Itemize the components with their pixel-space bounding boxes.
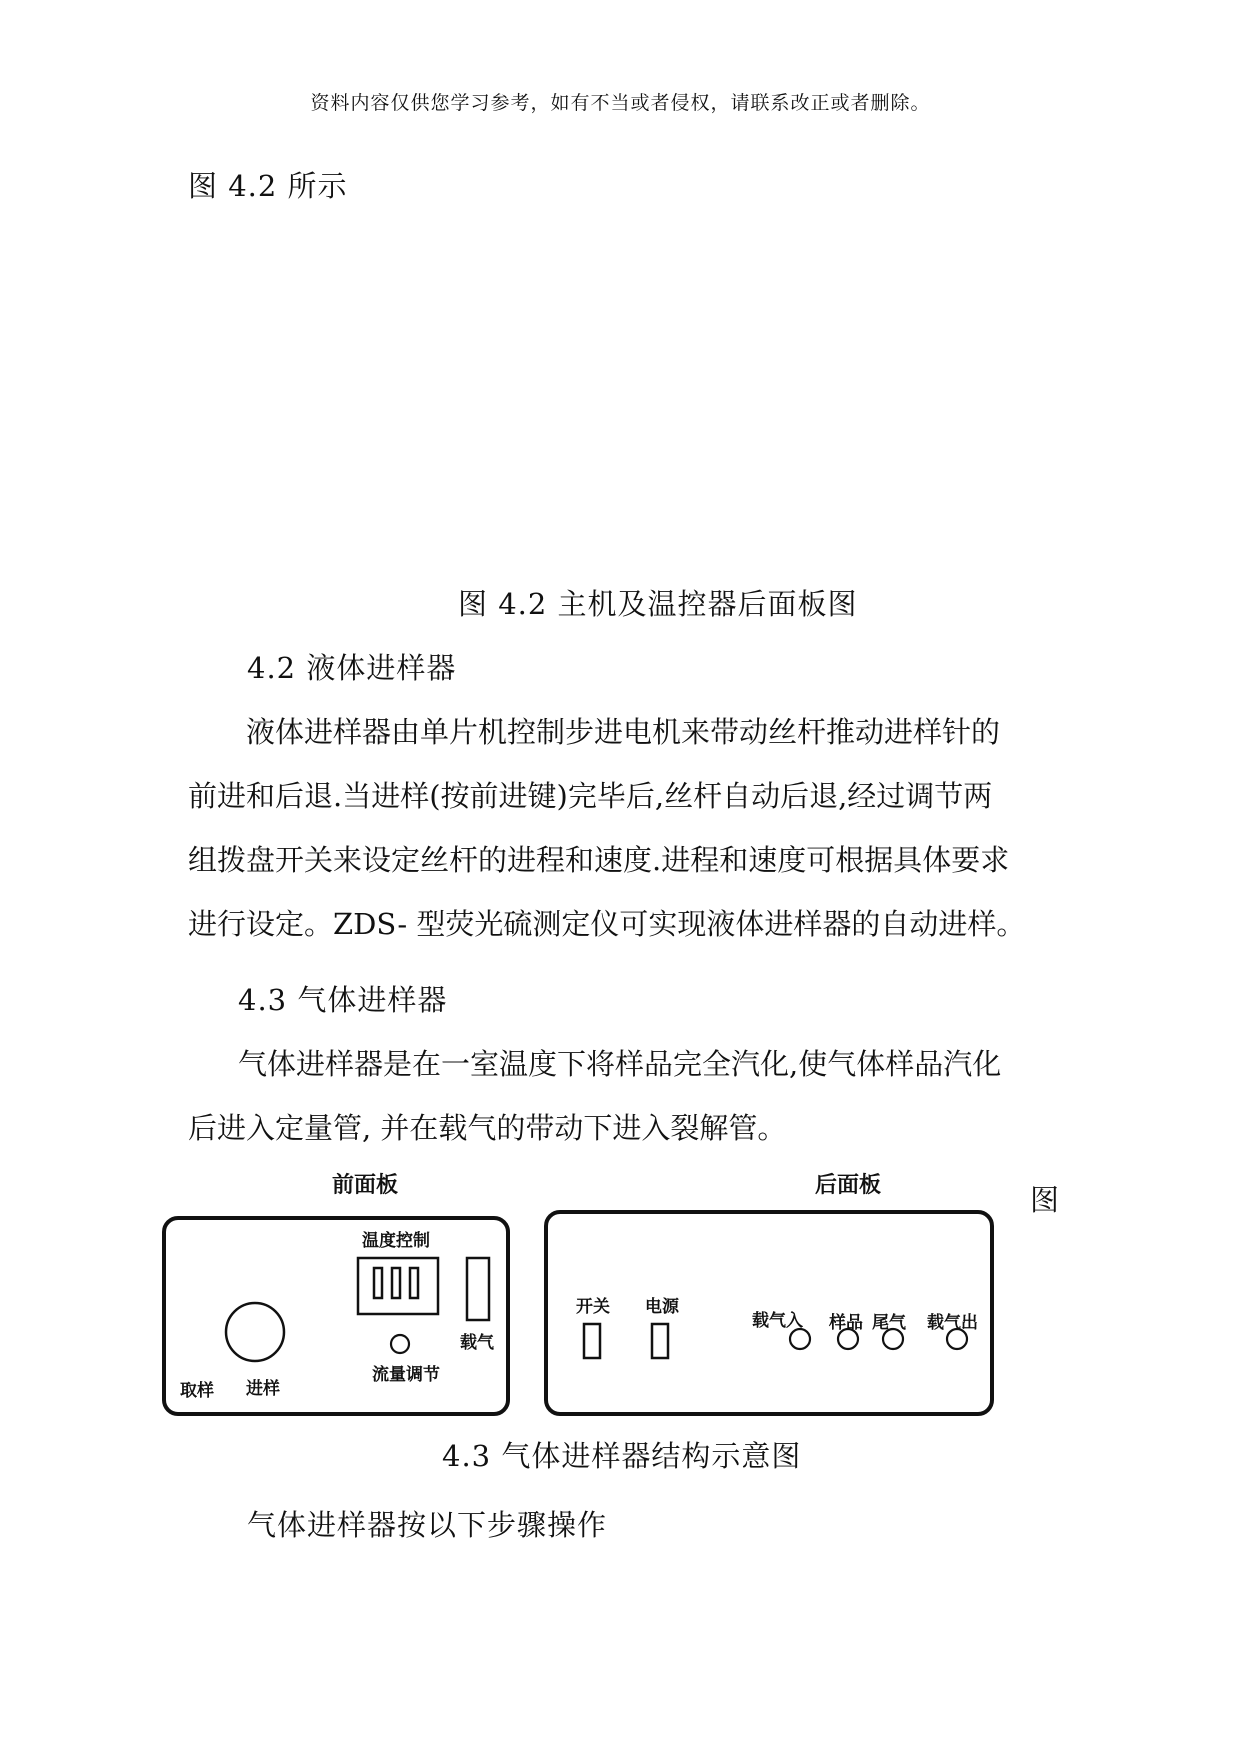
carrier-in-port [790, 1329, 810, 1349]
paragraph-4-3 [188, 1032, 1068, 1160]
tail-gas-label: 尾气 [872, 1313, 906, 1333]
paragraph-line: 液体进样器由单片机控制步进电机来带动丝杆推动进样针的 [246, 715, 1001, 749]
temp-control-box [358, 1258, 438, 1314]
figure-4-3-caption: 4.3 气体进样器结构示意图 [442, 1439, 802, 1473]
header-notice: 资料内容仅供您学习参考，如有不当或者侵权，请联系改正或者删除。 [310, 92, 931, 114]
sampling-dial [226, 1303, 284, 1361]
switch-label: 开关 [576, 1297, 610, 1317]
gas-injector-diagram [160, 1200, 1020, 1440]
paragraph-line: 气体进样器是在一室温度下将样品完全汽化,使气体样品汽化 [238, 1047, 1002, 1081]
flow-label: 流量调节 [372, 1365, 440, 1385]
front-panel-title: 前面板 [332, 1173, 399, 1198]
temp-control-label: 温度控制 [362, 1231, 430, 1251]
figure-4-2-caption: 图 4.2 主机及温控器后面板图 [458, 587, 858, 621]
carrier-gas-meter [467, 1258, 489, 1320]
paragraph-line: 后进入定量管, 并在载气的带动下进入裂解管。 [188, 1111, 787, 1145]
power-label: 电源 [645, 1297, 679, 1317]
paragraph-4-2 [188, 700, 1068, 956]
flow-knob [391, 1335, 409, 1353]
paragraph-line: 进行设定。ZDS- 型荧光硫测定仪可实现液体进样器的自动进样。 [188, 907, 1026, 941]
section-4-2-title: 4.2 液体进样器 [247, 651, 457, 685]
power-socket [652, 1324, 668, 1358]
section-4-3-title: 4.3 气体进样器 [238, 983, 448, 1017]
inject-label: 进样 [246, 1379, 280, 1399]
sample-label: 取样 [180, 1381, 214, 1401]
rear-panel-title: 后面板 [815, 1173, 882, 1198]
digit-switch-2 [392, 1268, 400, 1298]
figure-side-label: 图 [1030, 1183, 1061, 1217]
front-panel-outline [164, 1218, 508, 1414]
switch-toggle [584, 1324, 600, 1358]
digit-switch-3 [410, 1268, 418, 1298]
carrier-in-label: 载气入 [752, 1311, 803, 1331]
front-carrier-label: 载气 [460, 1333, 494, 1353]
diagram-svg [160, 1200, 1020, 1440]
paragraph-line: 组拨盘开关来设定丝杆的进程和速度.进程和速度可根据具体要求 [188, 843, 1010, 877]
paragraph-line: 前进和后退.当进样(按前进键)完毕后,丝杆自动后退,经过调节两 [188, 779, 993, 813]
sample-port-label: 样品 [829, 1313, 863, 1333]
steps-intro: 气体进样器按以下步骤操作 [247, 1508, 608, 1542]
figure-reference: 图 4.2 所示 [188, 169, 348, 203]
carrier-out-label: 载气出 [927, 1313, 978, 1333]
digit-switch-1 [374, 1268, 382, 1298]
